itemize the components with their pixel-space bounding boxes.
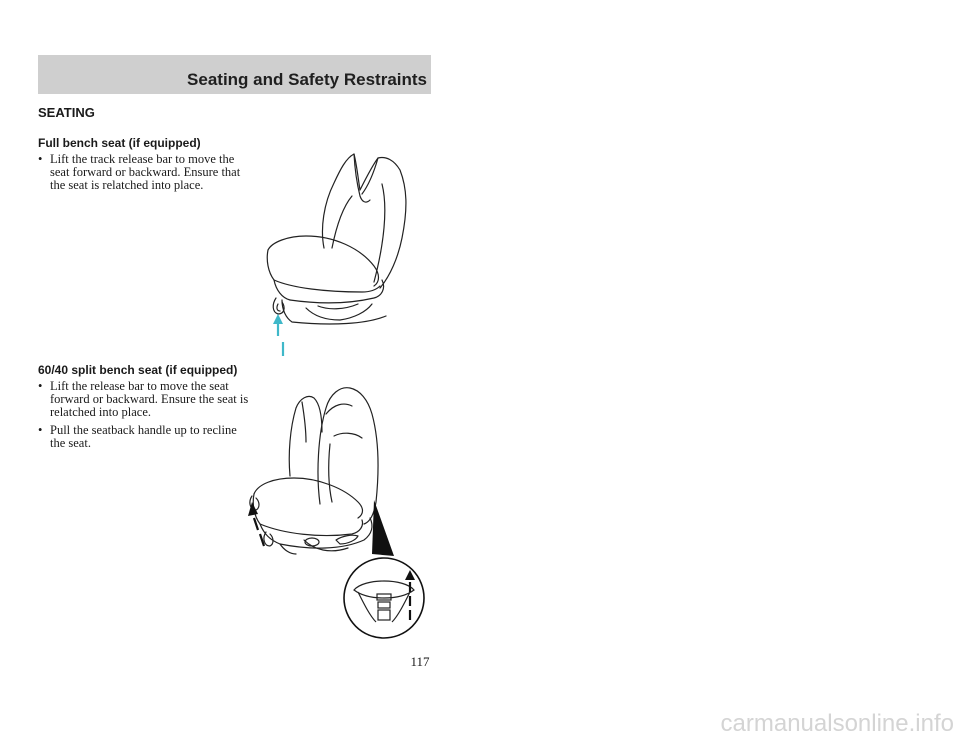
bullet-text: Lift the track release bar to move the seat forward or backward. Ensure that the seat is relatched into place. <box>50 152 241 192</box>
seatback-handle-inset <box>344 558 424 638</box>
bullet-icon: • <box>38 152 43 166</box>
header-band <box>38 55 431 94</box>
bullet-text: Lift the release bar to move the seat forward or backward. Ensure the seat is relatched into place. <box>50 379 249 419</box>
split-bench-seat-illustration <box>244 384 444 640</box>
page-title: Seating and Safety Restraints <box>187 70 427 89</box>
bullet-icon: • <box>38 423 43 437</box>
track-release-arrow-icon <box>273 314 283 356</box>
section-heading: SEATING <box>38 105 95 120</box>
release-arrow-icon <box>248 502 264 546</box>
list-item <box>38 424 253 450</box>
page-number: 117 <box>410 654 430 669</box>
list-item <box>38 153 253 192</box>
split-bench-heading: 60/40 split bench seat (if equipped) <box>38 363 238 377</box>
bullet-icon: • <box>38 379 43 393</box>
bullet-text: Pull the seatback handle up to recline the seat. <box>50 423 237 450</box>
full-bench-bullet-list <box>38 153 253 197</box>
full-bench-seat-illustration <box>262 148 412 360</box>
full-bench-heading: Full bench seat (if equipped) <box>38 136 201 150</box>
list-item <box>38 380 253 419</box>
watermark: carmanualsonline.info <box>720 710 954 737</box>
split-bench-bullet-list <box>38 380 253 455</box>
callout-wedge <box>372 500 394 556</box>
